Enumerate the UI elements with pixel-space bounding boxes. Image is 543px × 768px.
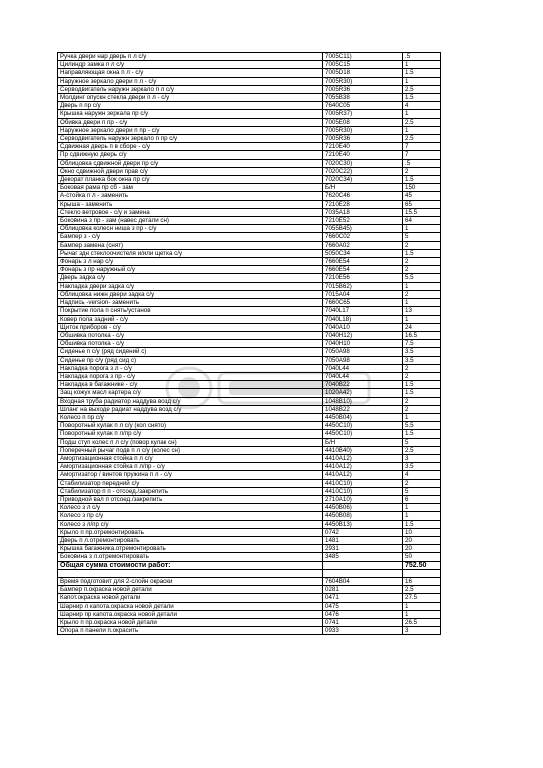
table-row — [58, 323, 441, 331]
operation-name: Сиденье п с/у (ряд сидений с) — [58, 348, 323, 356]
operation-code: 7040L44 — [323, 372, 403, 380]
labor-value: 64 — [403, 217, 441, 225]
labor-value: 5.5 — [403, 274, 441, 282]
labor-value: 3.5 — [403, 348, 441, 356]
operation-code: 7020C30) — [323, 159, 403, 167]
table-row — [58, 126, 441, 134]
labor-value: 150 — [403, 184, 441, 192]
labor-value: 2 — [403, 167, 441, 175]
operation-code: 7040L44 — [323, 364, 403, 372]
operation-name: Колесо з л/пр с/у — [58, 520, 323, 528]
operation-name: Дверь п л.отремонтировать — [58, 536, 323, 544]
operation-name: Поперечный рычаг подв п л с/у (колес сн) — [58, 446, 323, 454]
operation-code: 2710A10) — [323, 495, 403, 503]
table-row — [58, 594, 441, 602]
table-row — [58, 348, 441, 356]
table-row — [58, 397, 441, 405]
operation-name: Боковина з пр - зам (навес детали сн) — [58, 217, 323, 225]
labor-value: 16 — [403, 577, 441, 585]
table-row — [58, 422, 441, 430]
table-row — [58, 307, 441, 315]
operation-code: 4410B40) — [323, 446, 403, 454]
operation-name: Бампер п.окраска новой детали — [58, 586, 323, 594]
operation-name: Защ кожух масл картера с/у — [58, 389, 323, 397]
operation-code: 1048B10) — [323, 397, 403, 405]
table-row — [58, 315, 441, 323]
table-row — [58, 495, 441, 503]
operation-code: 0471 — [323, 594, 403, 602]
operation-code: 4450C10) — [323, 422, 403, 430]
total-row — [58, 561, 441, 569]
operation-name: Рычаг здн стеклоочистеля и/или щетка с/у — [58, 249, 323, 257]
table-row — [58, 610, 441, 618]
table-row — [58, 413, 441, 421]
table-row — [58, 184, 441, 192]
operation-name: Время подготовит для 2-слойн окраски — [58, 577, 323, 585]
table-row — [58, 69, 441, 77]
operation-name: Шарнир л капота.окраска новой детали — [58, 602, 323, 610]
spacer-row — [58, 569, 441, 577]
operation-name: Поворотный кулак п л/пр с/у — [58, 430, 323, 438]
labor-value: 1 — [403, 602, 441, 610]
operation-name: Надпись -version- заменить — [58, 299, 323, 307]
labor-value: 2 — [403, 397, 441, 405]
table-row — [58, 454, 441, 462]
table-row — [58, 487, 441, 495]
table-row — [58, 274, 441, 282]
operation-code: 4450B13) — [323, 520, 403, 528]
operation-name: Колесо з л с/у — [58, 504, 323, 512]
operation-name: Фонарь з л нар с/у — [58, 258, 323, 266]
operation-name: Обивка двери п пр - с/у — [58, 118, 323, 126]
labor-value: 2 — [403, 290, 441, 298]
table-row — [58, 282, 441, 290]
operation-code: 7620C46 — [323, 192, 403, 200]
labor-value: 24 — [403, 323, 441, 331]
labor-value: 1 — [403, 512, 441, 520]
table-row — [58, 249, 441, 257]
table-row — [58, 61, 441, 69]
operation-name: Окно сдвижной двери прав с/у — [58, 167, 323, 175]
labor-value: 2 — [403, 364, 441, 372]
table-row — [58, 53, 441, 61]
operation-code: 7035A18 — [323, 208, 403, 216]
operation-code: 1020A42) — [323, 389, 403, 397]
operation-name: Накладка в багажнике - с/у — [58, 381, 323, 389]
operation-code: Б/Н — [323, 438, 403, 446]
operation-name: А-стойка п л - заменить — [58, 192, 323, 200]
total-value: 752.50 — [403, 561, 441, 569]
operation-code: 4410C10) — [323, 479, 403, 487]
operation-code: 7005C15 — [323, 61, 403, 69]
labor-value: 20 — [403, 545, 441, 553]
operation-code: 7640C05 — [323, 102, 403, 110]
operation-code: 7005E08 — [323, 118, 403, 126]
operation-name: Покрытие пола п снять/установ — [58, 307, 323, 315]
table-row — [58, 167, 441, 175]
table-row — [58, 217, 441, 225]
labor-value: 2.5 — [403, 446, 441, 454]
table-row — [58, 389, 441, 397]
labor-value: 5 — [403, 487, 441, 495]
table-row — [58, 446, 441, 454]
operation-code: 0475 — [323, 602, 403, 610]
operation-name: Накладка порога з л - с/у — [58, 364, 323, 372]
table-row — [58, 586, 441, 594]
labor-value: 1 — [403, 504, 441, 512]
labor-value: 27.5 — [403, 594, 441, 602]
table-row — [58, 110, 441, 118]
operation-name: Ковер пола задний - с/у — [58, 315, 323, 323]
operation-code: 4450B08) — [323, 512, 403, 520]
operation-name: Наружное зеркало двери п пр - с/у — [58, 126, 323, 134]
operation-name: Шланг на выходе радиат наддува возд с/у — [58, 405, 323, 413]
operation-code: 4410A12) — [323, 463, 403, 471]
operation-code: 7040H10 — [323, 340, 403, 348]
table-row — [58, 258, 441, 266]
operation-name: Дверь задка с/у — [58, 274, 323, 282]
operation-code: 0741 — [323, 619, 403, 627]
labor-value: 16.5 — [403, 331, 441, 339]
labor-value: 1 — [403, 282, 441, 290]
labor-value: 45 — [403, 192, 441, 200]
repair-estimate-table — [57, 52, 441, 635]
labor-value: 2 — [403, 479, 441, 487]
work-rows — [58, 53, 441, 562]
labor-value: 1.5 — [403, 430, 441, 438]
table-row — [58, 192, 441, 200]
operation-name: Пр сдвижную дверь с/у — [58, 151, 323, 159]
operation-name: Поворотный кулак п л с/у (кол снято) — [58, 422, 323, 430]
operation-name: Входная труба радиатор наддува возд с/у — [58, 397, 323, 405]
labor-value: 1 — [403, 413, 441, 421]
operation-name: Наружное зеркало двери п л - с/у — [58, 77, 323, 85]
operation-code: 7040L17 — [323, 307, 403, 315]
operation-code: 7005R37) — [323, 110, 403, 118]
operation-name: Амортизационная стойка п л/пр - с/у — [58, 463, 323, 471]
operation-name: Амортизационная стойка п л с/у — [58, 454, 323, 462]
labor-value: 10 — [403, 528, 441, 536]
operation-name: Бампер з - с/у — [58, 233, 323, 241]
operation-name: Крыло п пр.отремонтировать — [58, 528, 323, 536]
operation-name: Фонарь з пр наружный с/у — [58, 266, 323, 274]
labor-value: 1 — [403, 77, 441, 85]
table-row — [58, 299, 441, 307]
operation-name: Цилиндр замка п л с/у — [58, 61, 323, 69]
table-row — [58, 151, 441, 159]
operation-name: Приводной вал п отсоед./закрепить — [58, 495, 323, 503]
operation-code: 4450B06) — [323, 504, 403, 512]
labor-value: 7 — [403, 151, 441, 159]
operation-code: 7005R30) — [323, 77, 403, 85]
operation-name: Облицовка колесн ниша з пр - с/у — [58, 225, 323, 233]
table-row — [58, 200, 441, 208]
labor-value: 1 — [403, 126, 441, 134]
operation-name: Подш ступ колес п л с/у (повор кулак сн) — [58, 438, 323, 446]
operation-code: 7604B04 — [323, 577, 403, 585]
operation-name: Колесо п пр с/у — [58, 413, 323, 421]
labor-value: 1 — [403, 110, 441, 118]
operation-name: Стабилизатор передний с/у — [58, 479, 323, 487]
labor-value: 2.5 — [403, 135, 441, 143]
labor-value: 1.5 — [403, 389, 441, 397]
table-row — [58, 135, 441, 143]
labor-value: 2 — [403, 372, 441, 380]
labor-value: 50 — [403, 553, 441, 561]
labor-value: 2 — [403, 241, 441, 249]
table-row — [58, 94, 441, 102]
labor-value: 5 — [403, 233, 441, 241]
operation-code: 7050A98 — [323, 348, 403, 356]
table-row — [58, 553, 441, 561]
operation-name: Стабилизатор п п - отсоед./закрепить — [58, 487, 323, 495]
operation-name: Боковина з л.отремонтировать — [58, 553, 323, 561]
operation-name: Амортизатор / винтов пружина п л - с/у — [58, 471, 323, 479]
operation-code: 7005R30) — [323, 126, 403, 134]
labor-value: 1.5 — [403, 381, 441, 389]
operation-code: 3485 — [323, 553, 403, 561]
operation-name: Шарнир пр капота.окраска новой детали — [58, 610, 323, 618]
paint-rows — [58, 577, 441, 634]
operation-code: 1048B22 — [323, 405, 403, 413]
table-row — [58, 372, 441, 380]
operation-name: Крыша - заменить — [58, 200, 323, 208]
labor-value: 20 — [403, 536, 441, 544]
estimate-sheet — [57, 52, 440, 635]
operation-code: 0933 — [323, 627, 403, 635]
operation-name: Облицовка сдвижной двери пр с/у — [58, 159, 323, 167]
labor-value: 7 — [403, 143, 441, 151]
operation-name: Сиденье пр с/у (ряд сид с) — [58, 356, 323, 364]
operation-name: Ручка двери нар дверь п л с/у — [58, 53, 323, 61]
operation-code: 7055B45) — [323, 225, 403, 233]
operation-code: 7020C34) — [323, 176, 403, 184]
labor-value: 4 — [403, 471, 441, 479]
table-row — [58, 340, 441, 348]
table-row — [58, 471, 441, 479]
operation-code: 7005D18 — [323, 69, 403, 77]
labor-value: 1.5 — [403, 69, 441, 77]
table-row — [58, 266, 441, 274]
operation-code: 7015A04 — [323, 290, 403, 298]
operation-code: 7050A98 — [323, 356, 403, 364]
table-row — [58, 438, 441, 446]
table-row — [58, 77, 441, 85]
table-row — [58, 381, 441, 389]
table-row — [58, 504, 441, 512]
labor-value: 1.5 — [403, 249, 441, 257]
operation-code: 7210E28 — [323, 200, 403, 208]
operation-code: 7210E40 — [323, 151, 403, 159]
operation-code: 7020C22) — [323, 167, 403, 175]
operation-name: Крышка багажника.отремонтировать — [58, 545, 323, 553]
table-row — [58, 241, 441, 249]
operation-code: 7005C11) — [323, 53, 403, 61]
operation-name: Серводвигатель наружн зеркало п пр с/у — [58, 135, 323, 143]
operation-code: 7005R36 — [323, 85, 403, 93]
table-row — [58, 225, 441, 233]
labor-value: 26.5 — [403, 619, 441, 627]
operation-code: 2931 — [323, 545, 403, 553]
table-row — [58, 602, 441, 610]
operation-name: Капот.окраска новой детали — [58, 594, 323, 602]
operation-code: 7660E54 — [323, 258, 403, 266]
total-code — [323, 561, 403, 569]
table-row — [58, 290, 441, 298]
labor-value: 15.5 — [403, 208, 441, 216]
operation-code: 4410C10) — [323, 487, 403, 495]
table-row — [58, 159, 441, 167]
operation-code: 4410A12) — [323, 454, 403, 462]
operation-code: 4410A12) — [323, 471, 403, 479]
operation-name: Крышка наружн зеркала пр с/у — [58, 110, 323, 118]
table-row — [58, 143, 441, 151]
operation-name: Боковая рама пр сб - зам — [58, 184, 323, 192]
operation-name: Опора п панели п.окрасить — [58, 627, 323, 635]
table-row — [58, 85, 441, 93]
labor-value: 4 — [403, 102, 441, 110]
labor-value: 2.5 — [403, 586, 441, 594]
operation-code: 0476 — [323, 610, 403, 618]
operation-code: 7040A10 — [323, 323, 403, 331]
table-row — [58, 208, 441, 216]
operation-code: 7660C65 — [323, 299, 403, 307]
operation-code: 4450B04) — [323, 413, 403, 421]
table-row — [58, 577, 441, 585]
table-row — [58, 430, 441, 438]
table-row — [58, 528, 441, 536]
operation-name: Накладка порога з пр - с/у — [58, 372, 323, 380]
operation-code: Б/Н — [323, 184, 403, 192]
labor-value: 3 — [403, 627, 441, 635]
labor-value: 1 — [403, 315, 441, 323]
labor-value: 1 — [403, 61, 441, 69]
labor-value: 1.5 — [403, 520, 441, 528]
table-row — [58, 405, 441, 413]
table-row — [58, 463, 441, 471]
operation-code: 0281 — [323, 586, 403, 594]
labor-value: .5 — [403, 159, 441, 167]
labor-value: 3.5 — [403, 356, 441, 364]
operation-code: 5050C34 — [323, 249, 403, 257]
labor-value: 2 — [403, 258, 441, 266]
labor-value: 1.5 — [403, 94, 441, 102]
labor-value: 2 — [403, 405, 441, 413]
operation-code: 4450C10) — [323, 430, 403, 438]
operation-name: Облицовка нижн двери задка с/у — [58, 290, 323, 298]
table-row — [58, 356, 441, 364]
table-row — [58, 364, 441, 372]
total-label: Общая сумма стоимости работ: — [58, 561, 323, 569]
labor-value: 2.5 — [403, 85, 441, 93]
table-row — [58, 233, 441, 241]
operation-name: Серводвигатель наружн зеркало п л с/у — [58, 85, 323, 93]
operation-code: 1481 — [323, 536, 403, 544]
operation-code: 7040B22 — [323, 381, 403, 389]
operation-name: Дверь п пр с/у — [58, 102, 323, 110]
operation-name: Молдинг опускн стекла двери п л - с/у — [58, 94, 323, 102]
operation-code: 7660E54 — [323, 266, 403, 274]
table-row — [58, 102, 441, 110]
labor-value: 65 — [403, 200, 441, 208]
table-row — [58, 331, 441, 339]
labor-value: 6 — [403, 495, 441, 503]
labor-value: 1 — [403, 610, 441, 618]
operation-name: Накладка двери задка с/у — [58, 282, 323, 290]
operation-name: Обшивка потолка - с/у — [58, 340, 323, 348]
labor-value: 7.5 — [403, 340, 441, 348]
operation-code: 7005R36 — [323, 135, 403, 143]
table-row — [58, 520, 441, 528]
operation-name: Щиток приборов - с/у — [58, 323, 323, 331]
operation-name: Бампер замена (снят) — [58, 241, 323, 249]
table-row — [58, 627, 441, 635]
labor-value: 3.5 — [403, 463, 441, 471]
labor-value: 5.5 — [403, 422, 441, 430]
labor-value: 1 — [403, 225, 441, 233]
operation-code: 7040L18) — [323, 315, 403, 323]
table-row — [58, 545, 441, 553]
labor-value: 1.5 — [403, 176, 441, 184]
labor-value: 5 — [403, 438, 441, 446]
total-section — [58, 561, 441, 577]
table-row — [58, 118, 441, 126]
operation-code: 7055B38 — [323, 94, 403, 102]
table-row — [58, 176, 441, 184]
operation-code: 7660C02 — [323, 233, 403, 241]
operation-name: Крыло п пр.окраска новой детали — [58, 619, 323, 627]
operation-code: 0742 — [323, 528, 403, 536]
table-row — [58, 536, 441, 544]
operation-name: Сдвижная дверь п в сборе - с/у — [58, 143, 323, 151]
labor-value: 3 — [403, 454, 441, 462]
operation-name: Колесо з пр с/у — [58, 512, 323, 520]
labor-value: 2.5 — [403, 118, 441, 126]
operation-code: 7015B62) — [323, 282, 403, 290]
operation-code: 7210E56 — [323, 274, 403, 282]
labor-value: .5 — [403, 53, 441, 61]
operation-code: 7660A02 — [323, 241, 403, 249]
table-row — [58, 512, 441, 520]
labor-value: 1 — [403, 299, 441, 307]
operation-code: 7210E40 — [323, 143, 403, 151]
labor-value: 13 — [403, 307, 441, 315]
operation-name: Направляющая окна п л - с/у — [58, 69, 323, 77]
table-row — [58, 479, 441, 487]
table-row — [58, 619, 441, 627]
operation-name: Стекло ветровое - с/у и замена — [58, 208, 323, 216]
operation-code: 7040H12) — [323, 331, 403, 339]
operation-code: 7210E52 — [323, 217, 403, 225]
labor-value: 2 — [403, 266, 441, 274]
operation-name: Обшивка потолка - с/у — [58, 331, 323, 339]
operation-name: Декорат планка бок окна пр с/у — [58, 176, 323, 184]
